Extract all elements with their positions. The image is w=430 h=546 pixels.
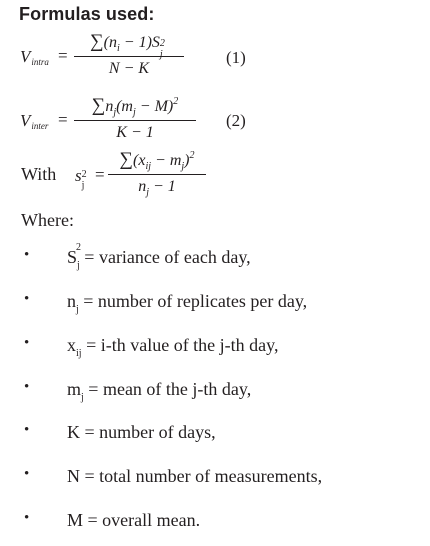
list-item: [0, 242, 430, 273]
list-item: [0, 379, 430, 405]
bullet-icon: •: [24, 510, 30, 526]
bullet-icon: •: [24, 335, 30, 351]
bullet-icon: •: [24, 422, 30, 438]
equals-sign: =: [58, 110, 68, 129]
definition-symbol: $S_j$ 2: [67, 242, 81, 271]
bullet-icon: •: [24, 291, 30, 307]
variable-subscript: intra: [31, 57, 49, 67]
definition-symbol: $n_j$: [67, 291, 79, 315]
fraction: [74, 97, 196, 142]
fraction-bar: [74, 56, 184, 57]
variable-v: V: [20, 47, 31, 66]
definition-description: = mean of the j-th day,: [83, 379, 252, 399]
equation-intra-lhs: [20, 47, 49, 67]
fraction: [108, 151, 206, 198]
definition-symbol: N: [67, 466, 80, 486]
definition-description: = i-th value of the j-th day,: [81, 335, 279, 355]
definition-description: = number of days,: [80, 422, 216, 442]
definition-text: [67, 242, 251, 271]
variable-subscript: inter: [31, 121, 49, 131]
definition-symbol: M: [67, 510, 84, 530]
denominator: N − K: [108, 60, 150, 77]
fraction-bar: [108, 174, 206, 175]
bullet-icon: •: [24, 466, 30, 482]
definition-text: [67, 422, 216, 443]
definition-symbol: K: [67, 422, 80, 442]
fraction: [74, 33, 184, 78]
fraction-bar: [74, 120, 196, 121]
equation-number: (2): [226, 111, 246, 130]
equation-variance-lhs: s 2 j: [75, 166, 87, 191]
definition-text: [67, 510, 200, 531]
with-label: With: [21, 164, 57, 184]
bullet-icon: •: [24, 379, 30, 395]
definition-symbol: $m_j$: [67, 379, 84, 403]
variable-v: V: [20, 111, 31, 130]
denominator: K − 1: [116, 124, 154, 141]
definition-text: [67, 335, 279, 359]
equation-number: (1): [226, 48, 246, 67]
numerator: $\sum(x_{ij} - m_j)^2$: [119, 149, 195, 172]
definition-description: = number of replicates per day,: [78, 291, 308, 311]
definition-description: = total number of measurements,: [80, 466, 323, 486]
equals-sign: =: [58, 46, 68, 65]
list-item: [0, 291, 430, 317]
definition-description: = overall mean.: [83, 510, 201, 530]
numerator: $\sum(n_i - 1)S$ 2 j: [90, 31, 165, 60]
equals-sign: =: [95, 165, 105, 184]
list-item: [0, 422, 430, 448]
list-item: [0, 510, 430, 536]
denominator: $n_j - 1$: [138, 178, 176, 198]
numerator: $\sum n_j(m_j - M)^2$: [91, 95, 179, 118]
list-item: [0, 466, 430, 492]
definition-description: = variance of each day,: [79, 247, 251, 267]
definition-symbol: $x_{ij}$: [67, 335, 82, 359]
definition-text: [67, 379, 252, 403]
where-label: Where:: [21, 210, 74, 230]
list-item: [0, 335, 430, 361]
bullet-icon: •: [24, 247, 30, 263]
definition-text: [67, 291, 308, 315]
section-heading: Formulas used:: [19, 4, 155, 24]
equation-inter-lhs: [20, 111, 48, 131]
definition-text: [67, 466, 322, 487]
